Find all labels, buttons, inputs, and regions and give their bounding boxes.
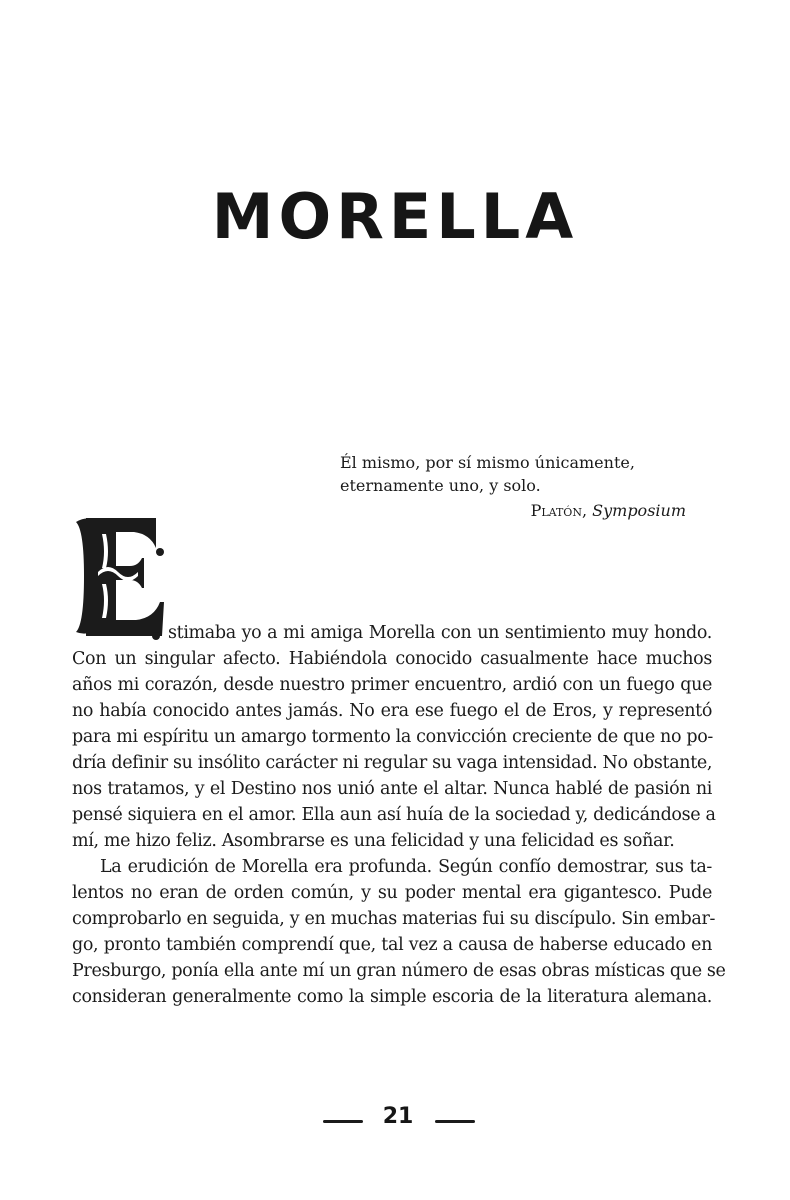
text-line: stimaba yo a mi amiga Morella con un sentimiento muy hondo.	[168, 623, 712, 643]
text-line: Con un singular afecto. Habiéndola conocido casualmente hace muchos	[72, 649, 712, 669]
text-line: La erudición de Morella era profunda. Según confío demostrar, sus ta-	[100, 857, 712, 877]
folio-rule-right	[435, 1120, 475, 1123]
text-line: años mi corazón, desde nuestro primer encuentro, ardió con un fuego que	[72, 675, 712, 695]
text-line: nos tratamos, y el Destino nos unió ante el altar. Nunca hablé de pasión ni	[72, 779, 712, 799]
epigraph-work: Symposium	[592, 501, 686, 520]
epigraph-line: Él mismo, por sí mismo únicamente,	[340, 453, 635, 472]
text-line: comprobarlo en seguida, y en muchas materias fui su discípulo. Sin embar-	[72, 909, 716, 929]
text-line: dría definir su insólito carácter ni regular su vaga intensidad. No obstante,	[72, 753, 713, 773]
text-line: consideran generalmente como la simple escoria de la literatura alemana.	[72, 987, 712, 1007]
epigraph-attribution	[340, 499, 690, 522]
body-text	[72, 620, 726, 1010]
epigraph-separator: ,	[581, 501, 593, 520]
text-line: go, pronto también comprendí que, tal vez a causa de haberse educado en	[72, 935, 712, 955]
epigraph-author: Platón	[530, 501, 582, 520]
text-line: Presburgo, ponía ella ante mí un gran número de esas obras místicas que se	[72, 961, 726, 981]
text-line: no había conocido antes jamás. No era ese fuego el de Eros, y representó	[72, 701, 712, 721]
page-number: 21	[382, 1104, 414, 1129]
page-folio	[0, 1104, 790, 1134]
epigraph	[340, 451, 690, 522]
chapter-title: MORELLA	[211, 180, 579, 253]
text-line: mí, me hizo feliz. Asombrarse es una felicidad y una felicidad es soñar.	[72, 831, 675, 851]
text-line: pensé siquiera en el amor. Ella aun así huía de la sociedad y, dedicándose a	[72, 805, 716, 825]
epigraph-line: eternamente uno, y solo.	[340, 476, 541, 495]
folio-rule-left	[323, 1120, 363, 1123]
text-line: para mi espíritu un amargo tormento la convicción creciente de que no po-	[72, 727, 713, 747]
text-line: lentos no eran de orden común, y su poder mental era gigantesco. Pude	[72, 883, 712, 903]
